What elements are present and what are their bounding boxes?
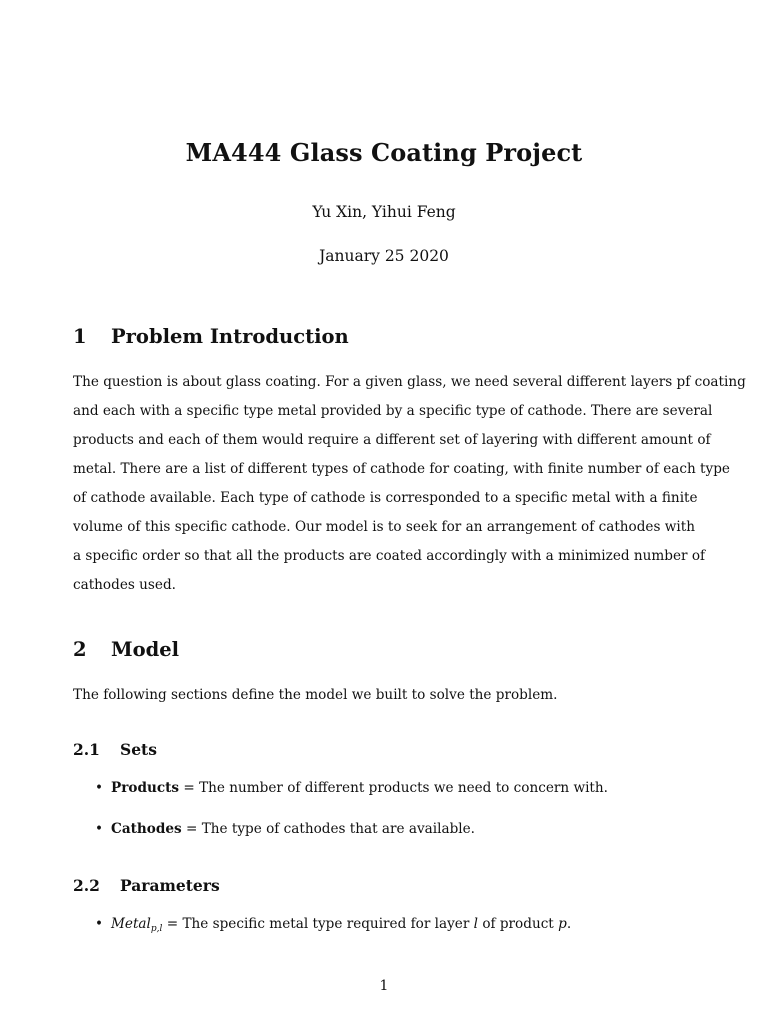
page-number: 1 (379, 978, 389, 994)
bullet-icon: • (95, 916, 104, 932)
paragraph-line: The following sections define the model we built to solve the problem. (73, 687, 558, 703)
subsection-number: 2.1 (73, 740, 100, 759)
subsection-heading-2-1 (73, 740, 157, 759)
paragraph-line: volume of this specific cathode. Our model is to seek for an arrangement of cathodes with (73, 519, 695, 535)
paragraph-line: products and each of them would require a different set of layering with different amount of (73, 432, 711, 448)
section-heading-1 (73, 325, 349, 348)
paragraph-line: The question is about glass coating. For a given glass, we need several different layers pf coating (73, 374, 746, 390)
paper-title: MA444 Glass Coating Project (185, 138, 583, 167)
paragraph-line: and each with a specific type metal provided by a specific type of cathode. There are several (73, 403, 713, 419)
problem-introduction-paragraph (73, 368, 746, 600)
subsection-title: Parameters (120, 876, 220, 895)
set-term: Products (111, 780, 180, 796)
section-title: Model (111, 638, 180, 661)
paragraph-line: metal. There are a list of different types of cathode for coating, with finite number of each type (73, 461, 730, 477)
set-term: Cathodes (111, 821, 182, 837)
subsection-number: 2.2 (73, 876, 100, 895)
parameter-definition: = The specific metal type required for layer (162, 916, 474, 932)
paper-date: January 25 2020 (319, 247, 449, 265)
list-item (95, 780, 608, 796)
parameter-subscript: p,l (150, 924, 163, 934)
set-definition: = The type of cathodes that are available. (181, 821, 475, 837)
parameter-symbol: Metal (111, 916, 151, 932)
variable-l: l (473, 916, 478, 932)
paper-authors: Yu Xin, Yihui Feng (312, 203, 456, 221)
subsection-title: Sets (120, 740, 157, 759)
section-number: 2 (73, 638, 87, 661)
set-definition: = The number of different products we need to concern with. (179, 780, 608, 796)
parameter-definition: of product (478, 916, 559, 932)
paragraph-line: of cathode available. Each type of cathode is corresponded to a specific metal with a finite (73, 490, 698, 506)
section-number: 1 (73, 325, 87, 348)
subsection-heading-2-2 (73, 876, 220, 895)
bullet-icon: • (95, 780, 104, 796)
section-heading-2 (73, 638, 179, 661)
bullet-icon: • (95, 821, 104, 837)
section-title: Problem Introduction (111, 325, 349, 348)
variable-p: p (558, 916, 567, 932)
list-item (95, 821, 475, 837)
list-item (95, 916, 571, 934)
parameter-definition: . (566, 916, 572, 932)
paragraph-line: cathodes used. (73, 577, 176, 593)
paragraph-line: a specific order so that all the products are coated accordingly with a minimized number of (73, 548, 706, 564)
model-intro-paragraph (73, 681, 695, 710)
